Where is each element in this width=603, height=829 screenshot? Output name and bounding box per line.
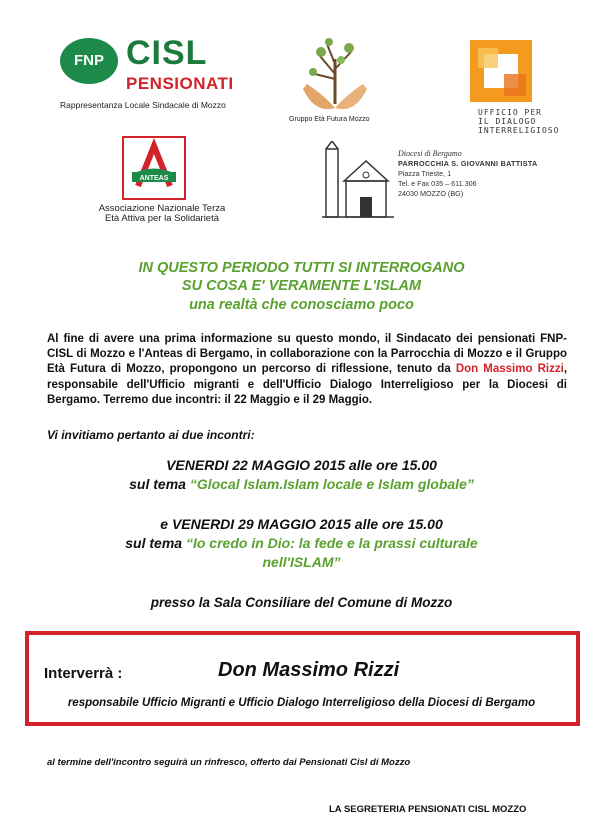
title-line-3: una realtà che conosciamo poco: [189, 297, 414, 313]
hands-tree-icon: [285, 34, 385, 114]
cisl-wordmark: CISL: [126, 34, 208, 72]
parrocchia-details: Diocesi di Bergamo PARROCCHIA S. GIOVANNI BATTISTA Piazza Trieste, 1 Tel. e Fax 035 – 611.306 24030 MOZZO (BG): [398, 149, 538, 198]
event1-date: VENERDI 22 MAGGIO 2015 alle ore 15.00: [166, 457, 437, 473]
ufficio-dialogo-logo: [468, 38, 560, 138]
fnp-cisl-logo: [60, 34, 234, 118]
anteas-a-icon: [124, 138, 184, 198]
pensionati-wordmark: PENSIONATI: [126, 74, 234, 93]
venue: presso la Sala Consiliare del Comune di Mozzo: [150, 595, 453, 610]
church-icon: [322, 141, 394, 219]
parrocchia-logo: [322, 141, 562, 221]
footer-note: al termine dell'incontro seguirà un rinfresco, offerto dai Pensionati Cisl di Mozzo: [47, 757, 411, 768]
gruppo-caption: Gruppo Età Futura Mozzo: [289, 116, 370, 123]
event1-topic: sul tema “Glocal Islam.Islam locale e Islam globale”: [129, 476, 474, 492]
intro-paragraph: Al fine di avere una prima informazione su questo mondo, il Sindacato dei pensionati FNP-CISL di Mozzo e l'Anteas di Bergamo, in collaborazione con la Parrocchia di Mozzo e il Gruppo Età Futura di Mozzo, propongono un percorso di riflessione, tenuto da Don Massimo Rizzi, responsabile dell'Ufficio migranti e dell'Ufficio Dialogo Interreligioso per la Diocesi di Bergamo. Terremo due incontri: il 22 Maggio e il 29 Maggio.: [47, 333, 568, 406]
ufficio-caption: UFFICIO PER IL DIALOGO INTERRELIGIOSO: [478, 108, 560, 135]
anteas-badge: ANTEAS: [139, 175, 169, 182]
invite-line: Vi invitiamo pertanto ai due incontri:: [47, 428, 255, 442]
anteas-caption: Associazione Nazionale Terza Età Attiva per la Solidarietà: [98, 203, 226, 224]
gruppo-eta-futura-logo: [285, 34, 385, 128]
event2-date: e VENERDI 29 MAGGIO 2015 alle ore 15.00: [160, 516, 443, 532]
ufficio-emblem-icon: [468, 38, 534, 104]
anteas-logo: [92, 136, 232, 226]
anteas-emblem: [122, 136, 186, 200]
fnp-caption: Rappresentanza Locale Sindacale di Mozzo: [60, 100, 226, 110]
speaker-label: Interverrà :: [44, 665, 123, 682]
speaker-role: responsabile Ufficio Migranti e Ufficio Dialogo Interreligioso della Diocesi di Bergamo: [67, 697, 536, 709]
title-line-2: SU COSA E' VERAMENTE L'ISLAM: [181, 278, 422, 294]
event2-topic: sul tema “Io credo in Dio: la fede e la prassi culturale: [125, 535, 478, 551]
title-line-1: IN QUESTO PERIODO TUTTI SI INTERROGANO: [138, 260, 465, 276]
speaker-name: Don Massimo Rizzi: [218, 659, 400, 681]
fnp-badge: FNP: [60, 38, 118, 84]
signature: LA SEGRETERIA PENSIONATI CISL MOZZO: [329, 804, 527, 815]
speaker-highlight: Don Massimo Rizzi: [455, 363, 564, 376]
event2-topic-cont: nell'ISLAM”: [262, 554, 341, 570]
